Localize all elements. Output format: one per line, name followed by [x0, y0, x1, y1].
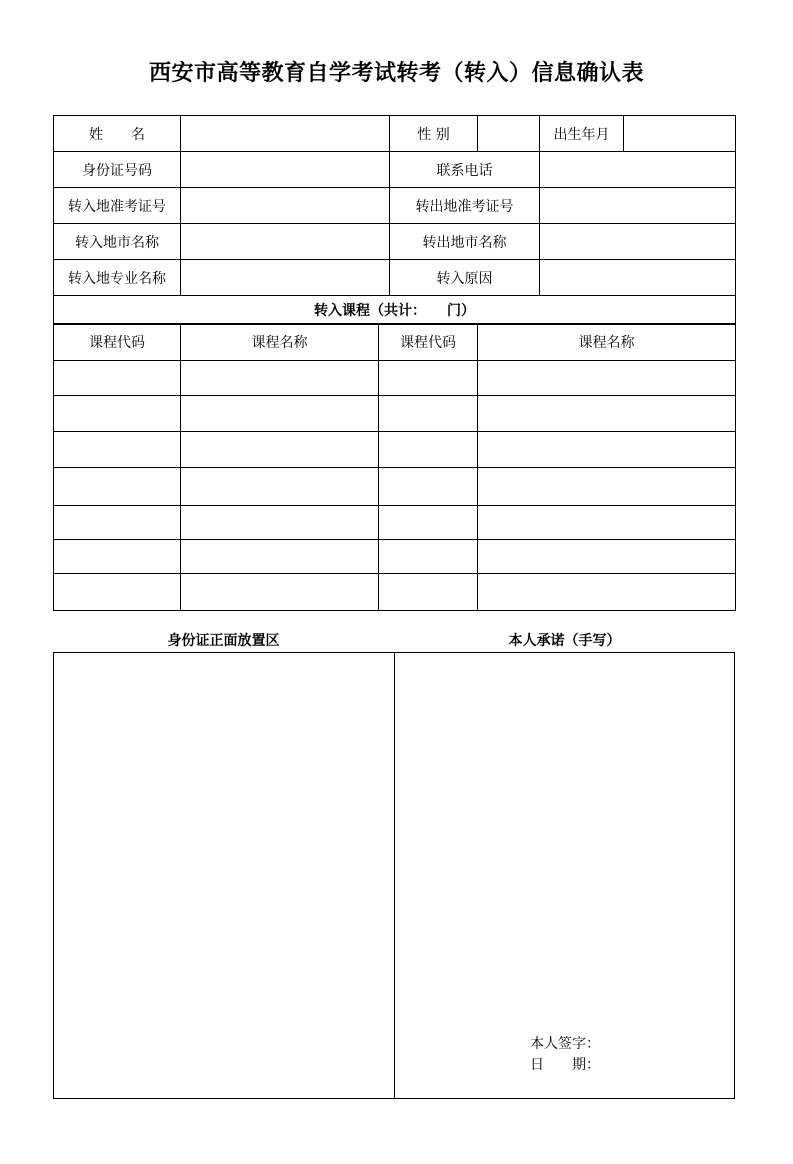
course-cell[interactable] [379, 396, 478, 432]
col-course-code-1: 课程代码 [54, 324, 181, 361]
name-label: 姓 名 [54, 116, 181, 152]
course-cell[interactable] [54, 468, 181, 506]
in-city-label: 转入地市名称 [54, 224, 181, 260]
promise-label: 本人承诺（手写） [508, 633, 621, 649]
course-cell[interactable] [478, 432, 736, 468]
course-cell[interactable] [181, 396, 379, 432]
in-city-field[interactable] [181, 224, 390, 260]
gender-field[interactable] [478, 116, 540, 152]
phone-label: 联系电话 [390, 152, 540, 188]
birth-label: 出生年月 [540, 116, 624, 152]
in-major-label: 转入地专业名称 [54, 260, 181, 296]
course-cell[interactable] [478, 361, 736, 396]
course-cell[interactable] [478, 540, 736, 574]
promise-area[interactable] [394, 652, 735, 1099]
page-title: 西安市高等教育自学考试转考（转入）信息确认表 [148, 60, 644, 86]
in-exam-no-field[interactable] [181, 188, 390, 224]
col-course-name-2: 课程名称 [478, 324, 736, 361]
course-cell[interactable] [181, 468, 379, 506]
out-city-field[interactable] [540, 224, 736, 260]
course-cell[interactable] [478, 506, 736, 540]
course-cell[interactable] [478, 574, 736, 611]
reason-label: 转入原因 [390, 260, 540, 296]
id-card-area[interactable] [53, 652, 395, 1099]
course-cell[interactable] [54, 361, 181, 396]
personal-info-table [53, 115, 736, 325]
course-cell[interactable] [379, 574, 478, 611]
course-cell[interactable] [379, 432, 478, 468]
course-cell[interactable] [54, 506, 181, 540]
course-cell[interactable] [478, 468, 736, 506]
in-major-field[interactable] [181, 260, 390, 296]
name-field[interactable] [181, 116, 390, 152]
date-label: 日 期： [530, 1057, 600, 1073]
out-exam-no-label: 转出地准考证号 [390, 188, 540, 224]
gender-label: 性 别 [390, 116, 478, 152]
course-cell[interactable] [379, 468, 478, 506]
course-cell[interactable] [54, 396, 181, 432]
course-cell[interactable] [54, 574, 181, 611]
out-city-label: 转出地市名称 [390, 224, 540, 260]
course-cell[interactable] [181, 574, 379, 611]
signature-label: 本人签字： [530, 1036, 600, 1052]
id-number-field[interactable] [181, 152, 390, 188]
course-cell[interactable] [379, 506, 478, 540]
course-cell[interactable] [181, 432, 379, 468]
course-cell[interactable] [181, 361, 379, 396]
id-number-label: 身份证号码 [54, 152, 181, 188]
course-cell[interactable] [54, 540, 181, 574]
course-cell[interactable] [478, 396, 736, 432]
course-cell[interactable] [181, 540, 379, 574]
course-cell[interactable] [379, 540, 478, 574]
course-cell[interactable] [379, 361, 478, 396]
out-exam-no-field[interactable] [540, 188, 736, 224]
courses-table [53, 323, 736, 611]
in-exam-no-label: 转入地准考证号 [54, 188, 181, 224]
phone-field[interactable] [540, 152, 736, 188]
courses-header: 转入课程（共计： 门） [54, 296, 736, 325]
birth-field[interactable] [624, 116, 736, 152]
course-cell[interactable] [181, 506, 379, 540]
reason-field[interactable] [540, 260, 736, 296]
course-cell[interactable] [54, 432, 181, 468]
id-card-area-label: 身份证正面放置区 [167, 633, 280, 649]
col-course-name-1: 课程名称 [181, 324, 379, 361]
col-course-code-2: 课程代码 [379, 324, 478, 361]
